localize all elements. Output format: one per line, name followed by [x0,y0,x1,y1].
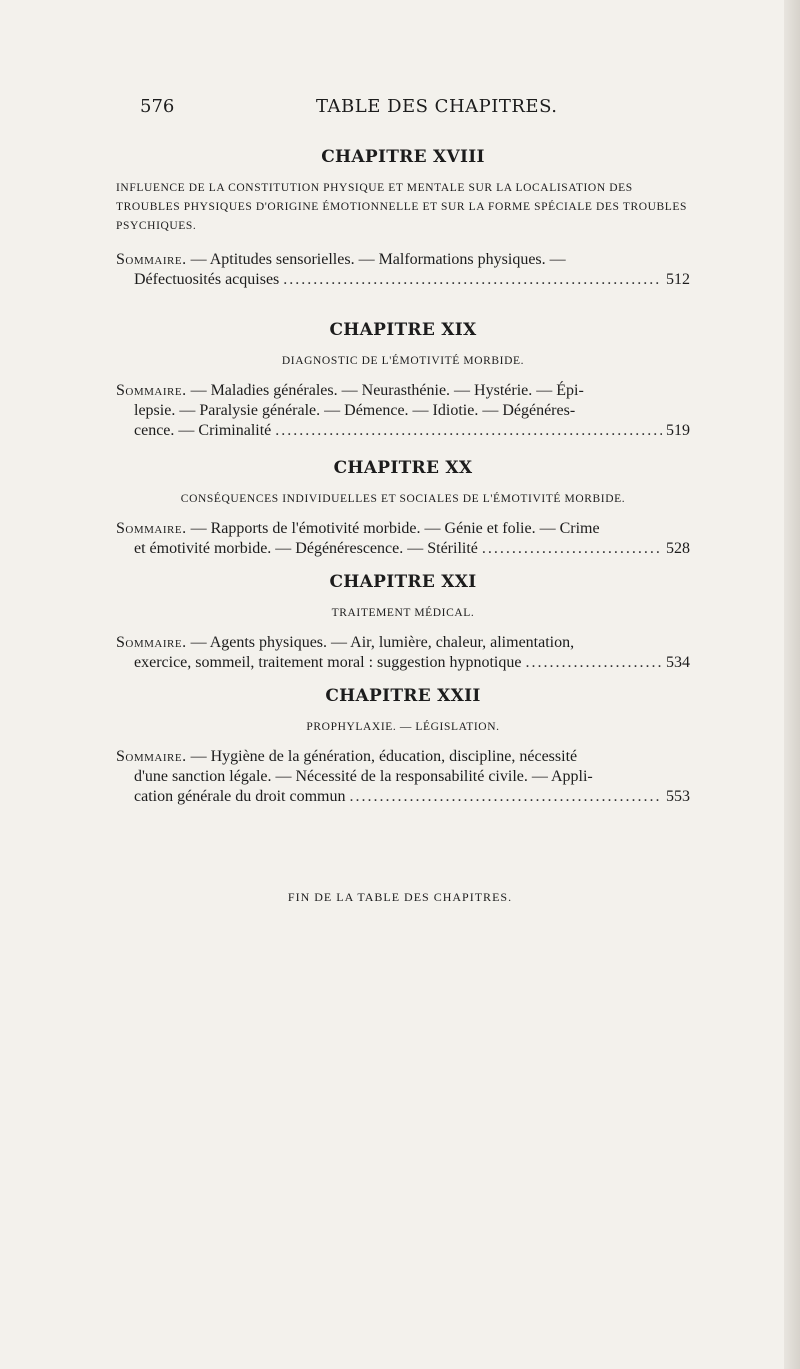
dot-leader [482,539,662,559]
chapter-heading: CHAPITRE XIX [329,320,477,340]
chapter-title: DIAGNOSTIC DE L'ÉMOTIVITÉ MORBIDE. [281,355,525,367]
dot-leader [275,421,662,441]
toc-entry-line[interactable] [116,653,690,673]
chapter-xxi [116,572,690,673]
page-number: 576 [140,96,175,117]
chapter-xviii [116,147,690,290]
summary-line: lepsie. — Paralysie générale. — Démence. — Idiotie. — Dégénéres- [134,402,576,419]
summary-label: Sommaire. [116,251,187,268]
summary-last-line: cation générale du droit commun [134,788,346,805]
chapter-summary [116,519,690,559]
toc-entry-line[interactable] [116,787,690,807]
summary-last-line: Défectuosités acquises [134,271,280,288]
summary-line: — Agents physiques. — Air, lumière, chaleur, alimentation, [190,634,575,651]
dot-leader [283,270,662,290]
chapter-summary [116,633,690,673]
chapter-heading: CHAPITRE XVIII [321,147,485,167]
end-note: FIN DE LA TABLE DES CHAPITRES. [287,890,513,904]
chapter-title: PROPHYLAXIE. — LÉGISLATION. [306,721,500,733]
dot-leader [349,787,662,807]
page-reference: 528 [666,540,690,557]
summary-label: Sommaire. [116,520,187,537]
summary-label: Sommaire. [116,382,187,399]
chapter-heading: CHAPITRE XX [333,458,473,478]
summary-line: d'une sanction légale. — Nécessité de la responsabilité civile. — Appli- [134,768,593,785]
summary-last-line: et émotivité morbide. — Dégénérescence. — Stérilité [134,540,478,557]
chapter-heading: CHAPITRE XXI [329,572,477,592]
chapter-xix [116,320,690,441]
page-reference: 553 [666,788,690,805]
chapter-title: TRAITEMENT MÉDICAL. [331,607,475,619]
chapter-summary [116,381,690,441]
page-reference: 534 [666,654,690,671]
dot-leader [525,653,662,673]
chapter-xxii [116,686,690,807]
chapter-title: INFLUENCE DE LA CONSTITUTION PHYSIQUE ET MENTALE SUR LA LOCALISATION DES TROUBLES PHYSIQUES D'ORIGINE ÉMOTIONNELLE ET SUR LA FORME SPÉCIALE DES TROUBLES PSYCHIQUES. [116,182,688,232]
toc-entry-line[interactable] [116,539,690,559]
summary-last-line: exercice, sommeil, traitement moral : suggestion hypnotique [134,654,522,671]
summary-label: Sommaire. [116,748,187,765]
chapter-title: CONSÉQUENCES INDIVIDUELLES ET SOCIALES DE L'ÉMOTIVITÉ MORBIDE. [180,493,626,505]
summary-last-line: cence. — Criminalité [134,422,272,439]
toc-entry-line[interactable] [116,270,690,290]
toc-entry-line[interactable] [116,421,690,441]
summary-line: — Rapports de l'émotivité morbide. — Génie et folie. — Crime [190,520,600,537]
summary-line: — Maladies générales. — Neurasthénie. — Hystérie. — Épi- [190,382,584,399]
summary-line: — Hygiène de la génération, éducation, discipline, nécessité [190,748,578,765]
chapter-heading: CHAPITRE XXII [325,686,481,706]
chapter-summary [116,250,690,290]
summary-line: — Aptitudes sensorielles. — Malformations physiques. — [190,251,566,268]
chapter-summary [116,747,690,807]
running-title: TABLE DES CHAPITRES. [316,96,558,117]
summary-label: Sommaire. [116,634,187,651]
page-reference: 512 [666,271,690,288]
page-reference: 519 [666,422,690,439]
running-head [140,96,780,126]
chapter-xx [116,458,690,559]
